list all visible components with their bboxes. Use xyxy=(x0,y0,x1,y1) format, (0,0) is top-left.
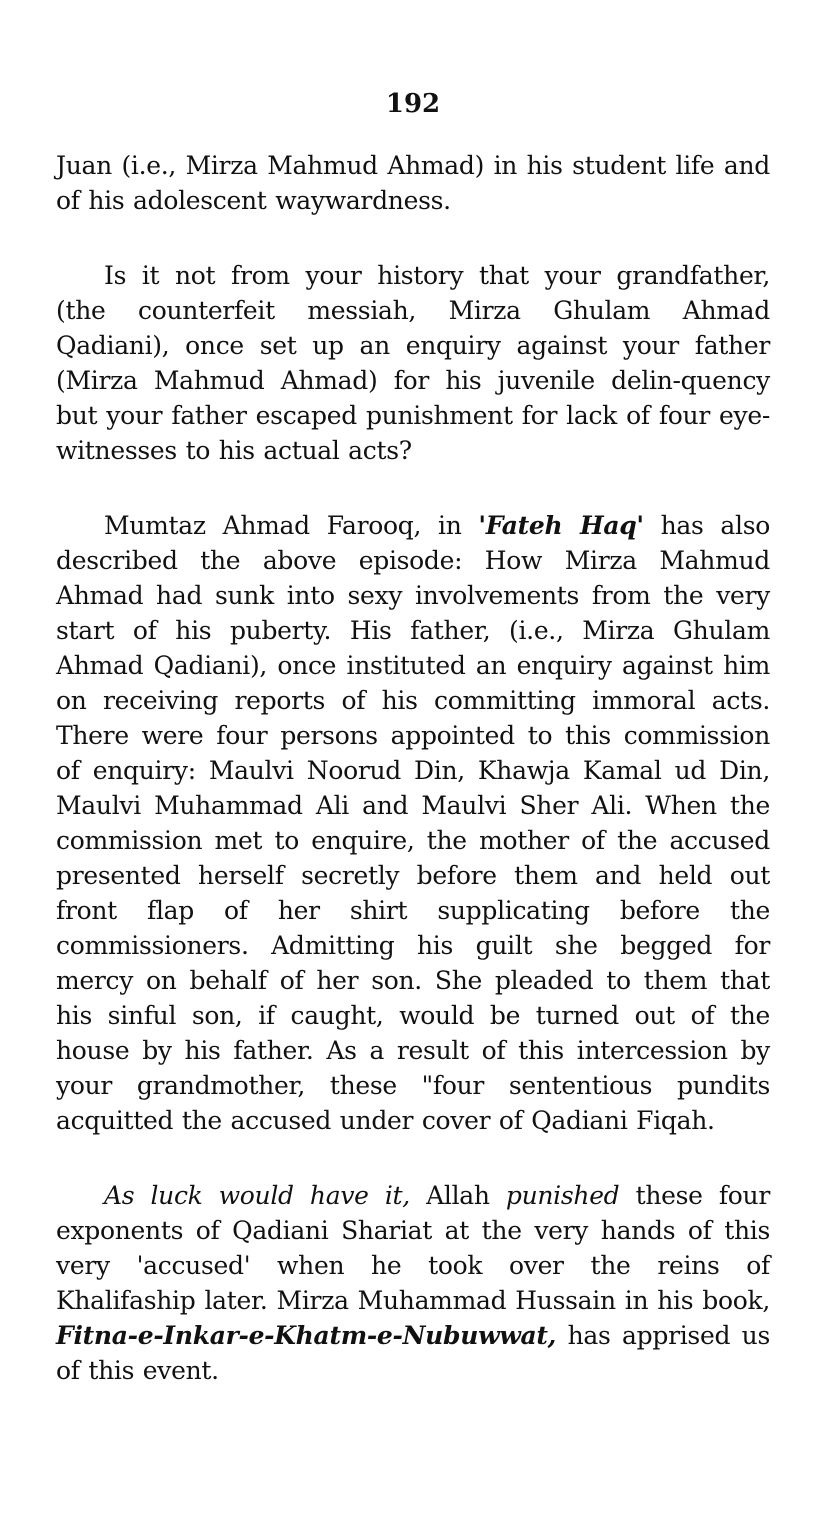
paragraph-2-text: Is it not from your history that your grandfather, (the counterfeit messiah, Mirza Ghulam Ahmad Qadiani), once set up an enquiry against your father (Mirza Mahmud Ahmad) for his juvenile delin-quency but your father escaped punishment for lack of four eye-witnesses to his actual acts? xyxy=(56,261,770,465)
book-title-fateh-haq: 'Fateh Haq' xyxy=(478,511,644,540)
paragraph-4-italic-word: punished xyxy=(505,1181,620,1210)
paragraph-4-text-middle-2: these four exponents of Qadiani Shariat at the very hands of this very 'accused' when he took over the reins of Khalifaship later. Mirza Muhammad Hussain in his book, xyxy=(56,1181,770,1315)
paragraph-3-text-after: has also described the above episode: How Mirza Mahmud Ahmad had sunk into sexy involvements from the very start of his puberty. His father, (i.e., Mirza Ghulam Ahmad Qadiani), once instituted an enquiry against him on receiving reports of his committing immoral acts. There were four persons appointed to this commission of enquiry: Maulvi Noorud Din, Khawja Kamal ud Din, Maulvi Muhammad Ali and Maulvi Sher Ali. When the commission met to enquire, the mother of the accused presented herself secretly before them and held out front flap of her shirt supplicating before the commissioners. Admitting his guilt she begged for mercy on behalf of her son. She pleaded to them that his sinful son, if caught, would be turned out of the house by his father. As a result of this intercession by your grandmother, these "four sententious pundits acquitted the accused under cover of Qadiani Fiqah. xyxy=(56,511,770,1135)
paragraph-3 xyxy=(56,508,770,1138)
paragraph-4 xyxy=(56,1178,770,1388)
paragraph-4-italic-lead: As luck would have it, xyxy=(104,1181,410,1210)
paragraph-4-text-middle: Allah xyxy=(409,1181,506,1210)
paragraph-1 xyxy=(56,148,770,218)
book-title-fitna: Fitna-e-Inkar-e-Khatm-e-Nubuwwat, xyxy=(56,1321,557,1350)
paragraph-2 xyxy=(56,258,770,468)
paragraph-4-text-after: has apprised us of this event. xyxy=(56,1321,770,1385)
page-number: 192 xyxy=(385,89,441,119)
paragraph-1-text: Juan (i.e., Mirza Mahmud Ahmad) in his student life and of his adolescent waywardness. xyxy=(56,151,770,215)
paragraph-3-text-before: Mumtaz Ahmad Farooq, in xyxy=(104,511,479,540)
